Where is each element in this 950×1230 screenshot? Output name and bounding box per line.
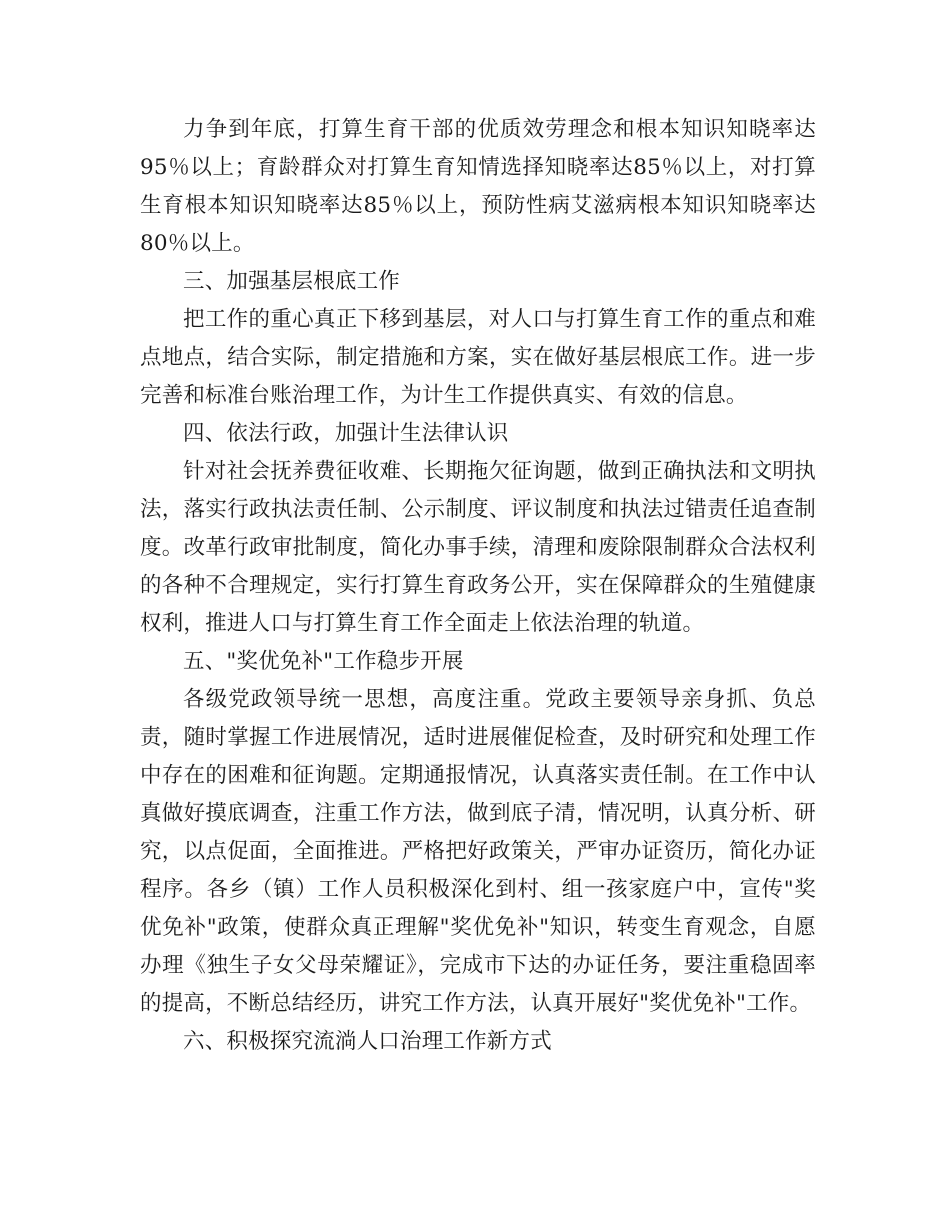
paragraph-targets: 力争到年底，打算生育干部的优质效劳理念和根本知识知晓率达95％以上；育龄群众对打算生育知情选择知晓率达85％以上，对打算生育根本知识知晓率达85％以上，预防性病艾滋病根本知识知晓率达80％以上。 <box>140 117 816 256</box>
paragraph-rewards: 各级党政领导统一思想，高度注重。党政主要领导亲身抓、负总责，随时掌握工作进展情况，适时进展催促检查，及时研究和处理工作中存在的困难和征询题。定期通报情况，认真落实责任制。在工作中认真做好摸底调查，注重工作方法，做到底子清，情况明，认真分析、研究，以点促面，全面推进。严格把好政策关，严审办证资历，简化办证程序。各乡（镇）工作人员积极深化到村、组一孩家庭户中，宣传"奖优免补"政策，使群众真正理解"奖优免补"知识，转变生育观念，自愿办理《独生子女父母荣耀证》，完成市下达的办证任务，要注重稳固率的提高，不断总结经历，讲究工作方法，认真开展好"奖优免补"工作。 <box>140 687 816 1016</box>
document-body <box>140 111 816 1061</box>
section-heading-4: 四、依法行政，加强计生法律认识 <box>183 421 509 446</box>
paragraph-law: 针对社会抚养费征收难、长期拖欠征询题，做到正确执法和文明执法，落实行政执法责任制、公示制度、评议制度和执法过错责任追查制度。改革行政审批制度，简化办事手续，清理和废除限制群众合法权利的各种不合理规定，实行打算生育政务公开，实在保障群众的生殖健康权利，推进人口与打算生育工作全面走上依法治理的轨道。 <box>140 459 816 636</box>
paragraph-grassroots: 把工作的重心真正下移到基层，对人口与打算生育工作的重点和难点地点，结合实际，制定措施和方案，实在做好基层根底工作。进一步完善和标准台账治理工作，为计生工作提供真实、有效的信息。 <box>140 307 816 408</box>
section-heading-5: 五、"奖优免补"工作稳步开展 <box>183 649 464 674</box>
section-heading-3: 三、加强基层根底工作 <box>183 269 401 294</box>
section-heading-6: 六、积极探究流淌人口治理工作新方式 <box>183 1029 552 1054</box>
